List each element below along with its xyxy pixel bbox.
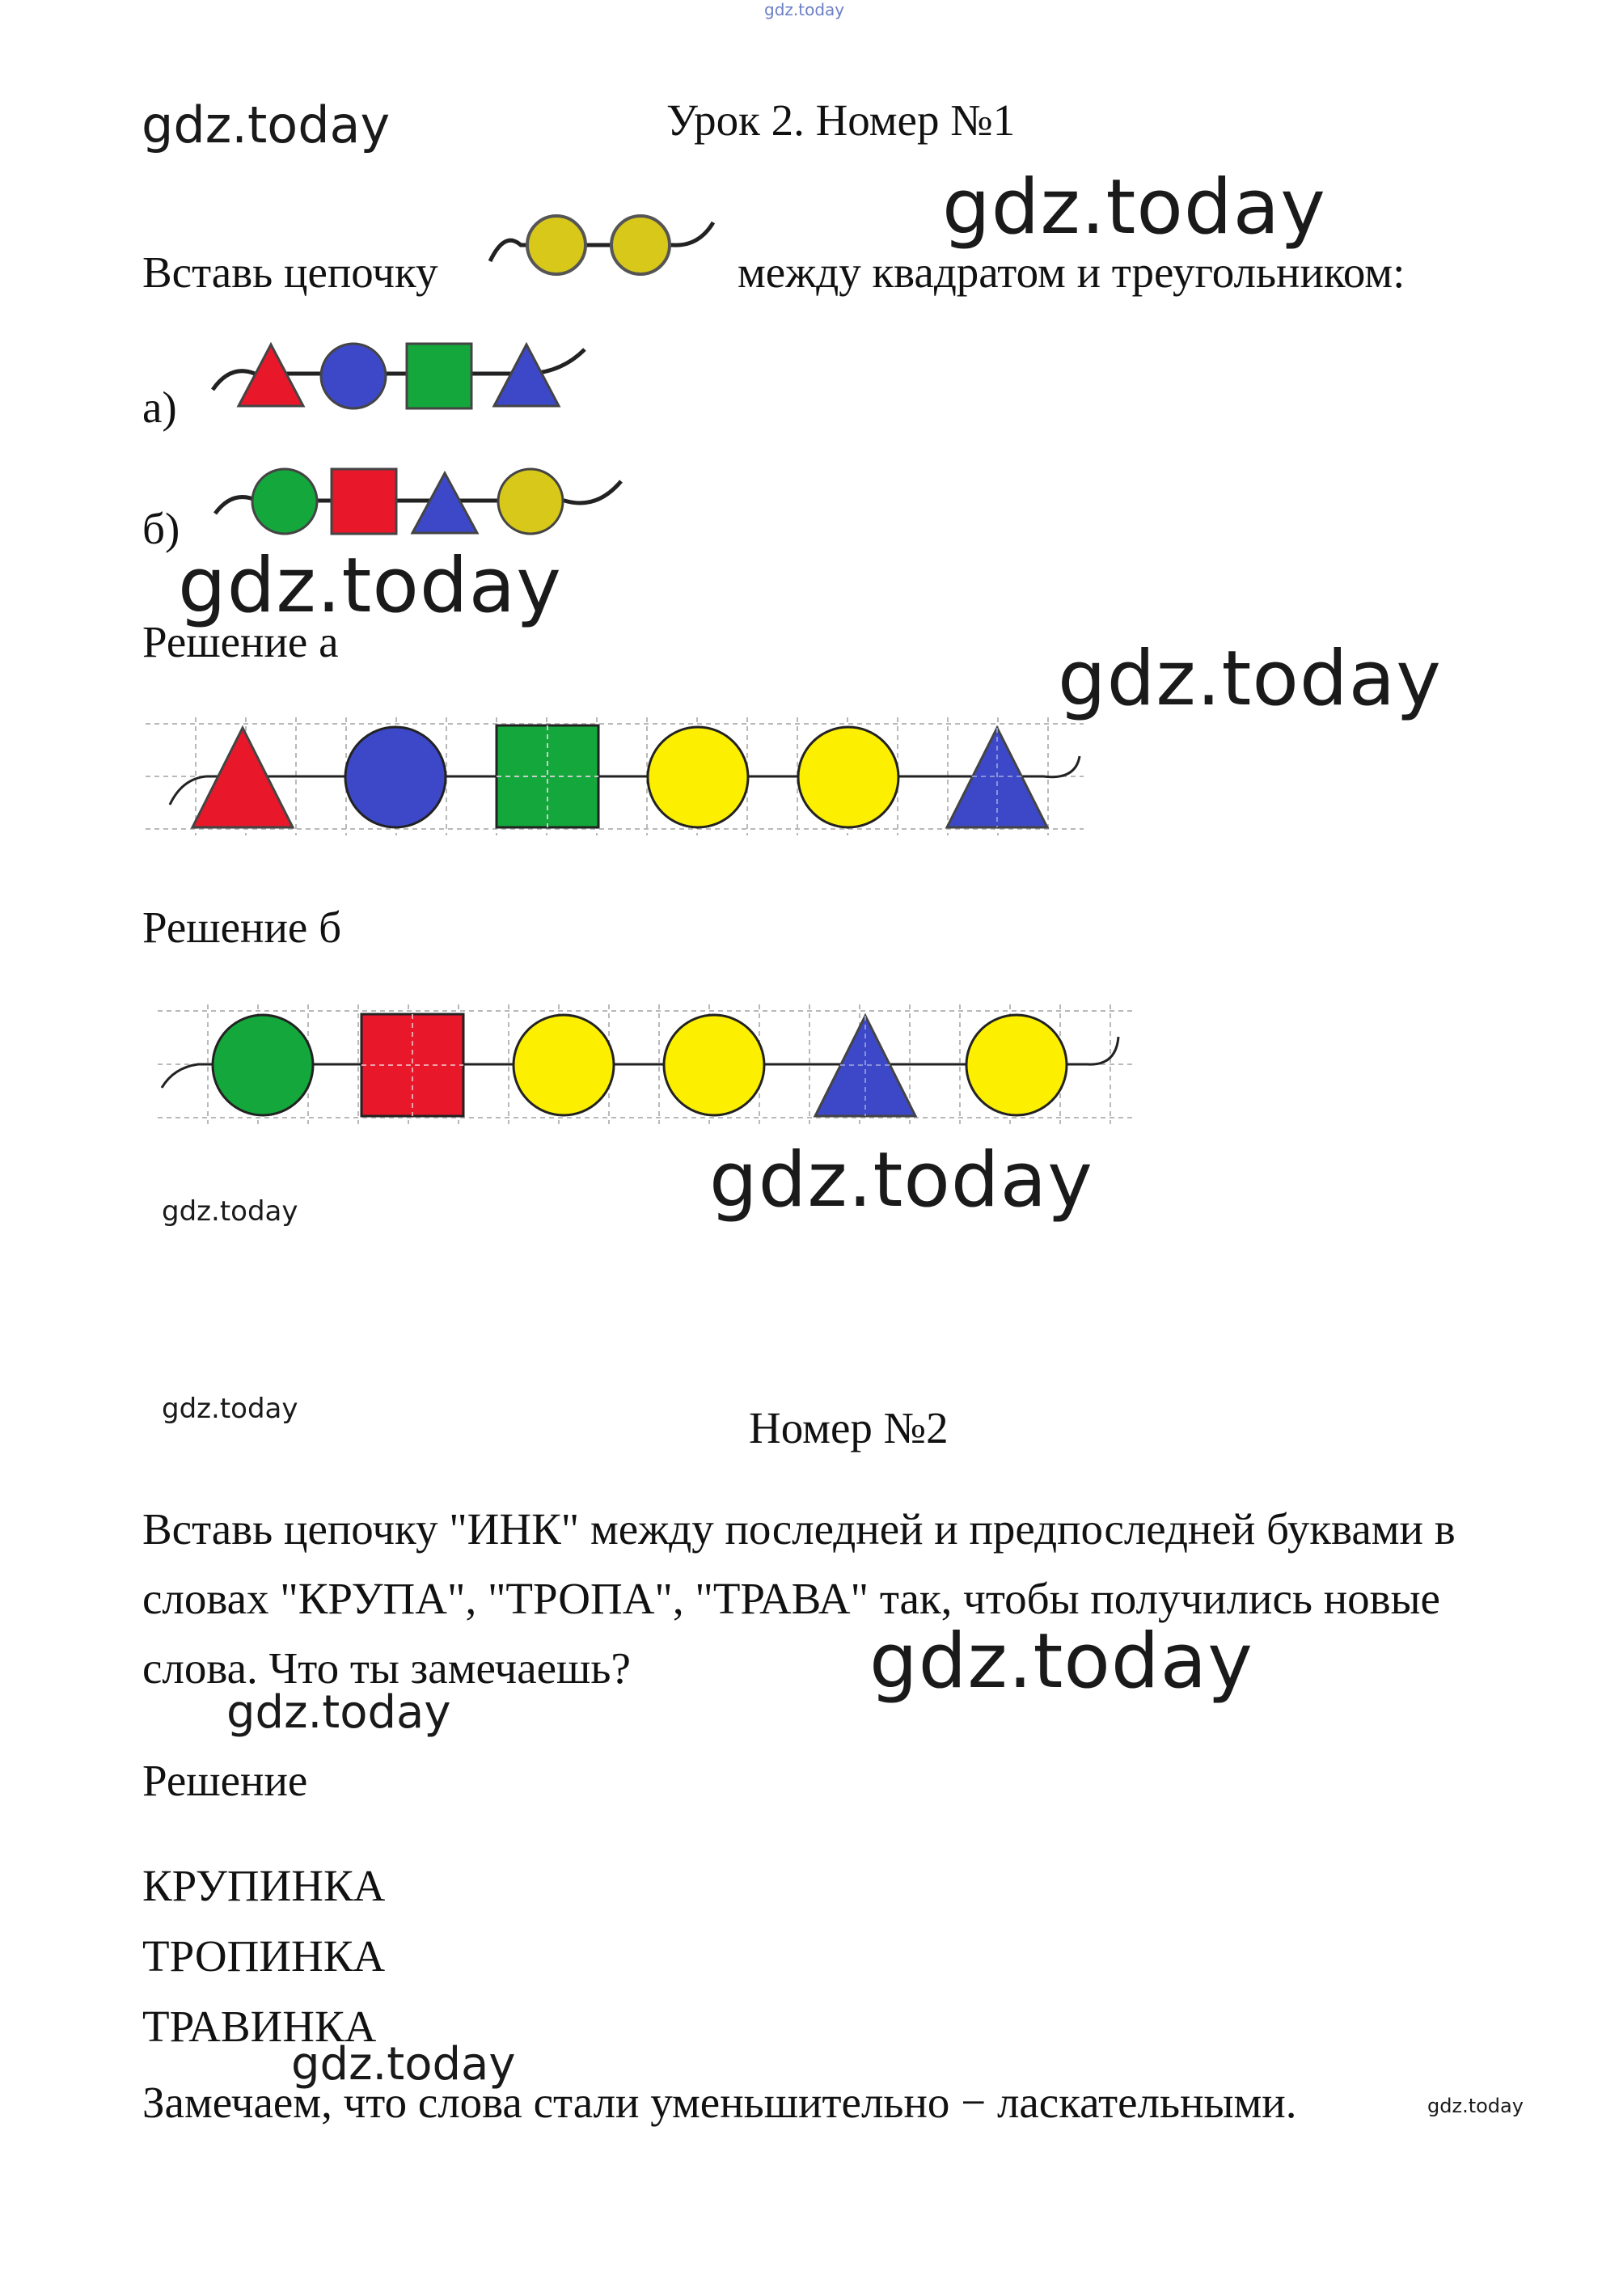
circle-yellow [798, 727, 898, 827]
triangle-blue [815, 1016, 915, 1116]
answer-item: ТРАВИНКА [142, 2002, 377, 2051]
watermark: gdz.today [1058, 635, 1442, 723]
circle-yellow [498, 469, 563, 534]
task1-title: Урок 2. Номер №1 [666, 95, 1016, 145]
solution-a-chain-image [146, 716, 1092, 845]
watermark: gdz.today [869, 1617, 1253, 1706]
task1-prompt-end: между квадратом и треугольником: [738, 247, 1405, 297]
solution-a-label: Решение а [142, 617, 339, 666]
task2-solution-label: Решение [142, 1756, 308, 1805]
square-red [361, 1014, 463, 1116]
option-a-chain-image [206, 332, 594, 421]
circle-yellow [966, 1015, 1067, 1115]
square-red [332, 469, 396, 534]
watermark: gdz.today [942, 163, 1326, 252]
watermark: gdz.today [291, 2038, 516, 2091]
circle-blue [321, 344, 386, 408]
task2-prompt-line: словах "КРУПА", "ТРОПА", "ТРАВА" так, чтобы получились новые [142, 1574, 1440, 1623]
task2-title: Номер №2 [749, 1403, 949, 1452]
circle-green [213, 1015, 313, 1115]
solution-b-chain-image [158, 1003, 1144, 1136]
task2-prompt-line: слова. Что ты замечаешь? [142, 1643, 631, 1693]
circle-yellow [514, 1015, 614, 1115]
option-a-label: а) [142, 383, 177, 432]
task1-prompt-start: Вставь цепочку [142, 247, 438, 297]
circle-yellow [648, 727, 748, 827]
solution-b-label: Решение б [142, 903, 342, 952]
option-b-chain-image [209, 449, 629, 546]
chain-bead-yellow [527, 216, 585, 274]
circle-green [252, 469, 317, 534]
square-green [497, 725, 598, 827]
chain-string [490, 222, 713, 261]
watermark: gdz.today [162, 1393, 298, 1425]
watermark: gdz.today [1427, 2095, 1524, 2117]
task2-prompt [142, 1495, 1582, 1703]
watermark: gdz.today [709, 1136, 1093, 1224]
watermark: gdz.today [162, 1195, 298, 1228]
circle-blue [345, 727, 446, 827]
task2-prompt-line: Вставь цепочку "ИНК" между последней и предпоследней буквами в [142, 1504, 1456, 1554]
triangle-blue [412, 473, 477, 533]
inserted-chain-image [485, 198, 720, 287]
answer-item: ТРОПИНКА [142, 1931, 386, 1981]
answer-item: КРУПИНКА [142, 1861, 386, 1910]
top-watermark: gdz.today [764, 0, 845, 19]
chain-string [170, 756, 1080, 805]
option-b-label: б) [142, 504, 180, 553]
watermark: gdz.today [142, 95, 391, 154]
task2-conclusion: Замечаем, что слова стали уменьшительно − ласкательными. [142, 2078, 1297, 2127]
watermark: gdz.today [178, 542, 562, 630]
circle-yellow [664, 1015, 764, 1115]
watermark: gdz.today [226, 1686, 451, 1739]
chain-bead-yellow [611, 216, 670, 274]
square-green [407, 344, 471, 408]
